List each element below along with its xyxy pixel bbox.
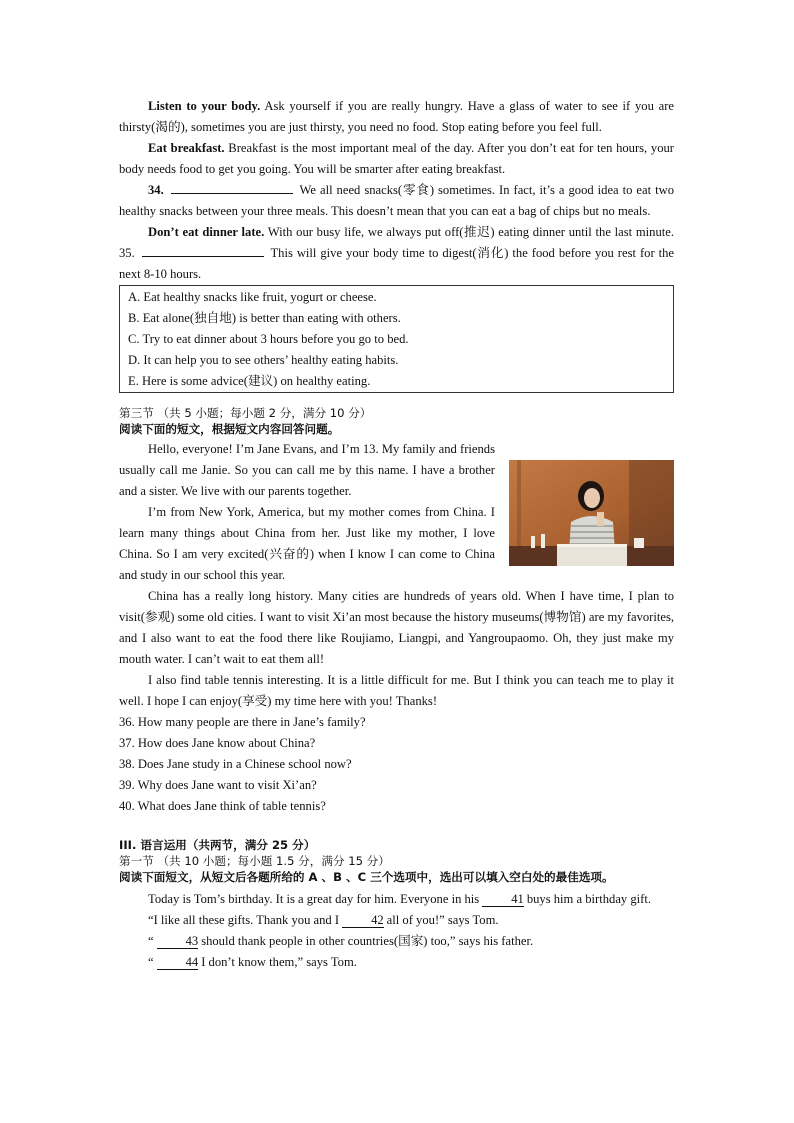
cloze-text: I don’t know them,” says Tom. (201, 955, 357, 969)
question-37: 37. How does Jane know about China? (119, 736, 316, 750)
question-40: 40. What does Jane think of table tennis? (119, 799, 326, 813)
part-3-title: III. 语言运用（共两节，满分 25 分） (119, 838, 316, 852)
question-39: 39. Why does Jane want to visit Xi’an? (119, 778, 317, 792)
answer-blank-35[interactable] (142, 244, 264, 257)
passage-para-2-a (119, 502, 495, 586)
option-c: C. Try to eat dinner about 3 hours before you go to bed. (128, 332, 409, 346)
cloze-line-1 (119, 889, 674, 910)
cloze-text: “ (148, 934, 154, 948)
section-3-instruction: 阅读下面的短文，根据短文内容回答问题。 (119, 422, 340, 436)
part-3-instruction: 阅读下面短文，从短文后各题所给的 A 、B 、C 三个选项中，选出可以填入空白处的最佳选项。 (119, 870, 614, 884)
paragraph-text: Breakfast is the most important meal of the day. After you don’t eat for ten hours, your body needs food to get you going. You will be smarter after eating breakfast. (119, 141, 674, 176)
cloze-text: buys him a birthday gift. (526, 892, 651, 906)
speaker-illustration (509, 460, 674, 566)
option-d: D. It can help you to see others’ healthy eating habits. (128, 353, 399, 367)
cloze-line-3 (119, 931, 674, 952)
answer-blank-34[interactable] (171, 181, 293, 194)
part-3-subtitle: 第一节 （共 10 小题；每小题 1.5 分，满分 15 分） (119, 854, 390, 868)
heading-breakfast: Eat breakfast. (148, 141, 225, 155)
passage-para-2-text: I’m from New York, America, but my mother comes from China. I learn many things about China from her. Just like my mother, I love China. So I am very excited(兴奋的) when I know I can come to China and study in our school this year. (119, 505, 495, 582)
option-b: B. Eat alone(独自地) is better than eating with others. (128, 311, 401, 325)
question-38: 38. Does Jane study in a Chinese school now? (119, 757, 352, 771)
cloze-text: should thank people in other countries(国家) too,” says his father. (201, 934, 534, 948)
paragraph-snacks (119, 180, 674, 222)
paragraph-breakfast (119, 138, 674, 180)
passage-para-1: Hello, everyone! I’m Jane Evans, and I’m 13. My family and friends usually call me Janie. So you can call me by this name. I have a brother and a sister. We live with our parents together. (119, 442, 495, 498)
cloze-text: Today is Tom’s birthday. It is a great day for him. Everyone in his (148, 892, 480, 906)
cloze-text: all of you!” says Tom. (386, 913, 499, 927)
options-box (119, 285, 674, 393)
passage-para-4: I also find table tennis interesting. It is a little difficult for me. But I think you can teach me to play it well. I hope I can enjoy(享受) my time here with you! Thanks! (119, 673, 674, 708)
cloze-line-4 (119, 952, 674, 973)
question-number-34: 34. (148, 183, 164, 197)
option-e: E. Here is some advice(建议) on healthy eating. (128, 374, 371, 388)
heading-dinner: Don’t eat dinner late. (148, 225, 265, 239)
paragraph-dinner (119, 222, 674, 285)
question-36: 36. How many people are there in Jane’s family? (119, 715, 366, 729)
cloze-text: “I like all these gifts. Thank you and I (148, 913, 340, 927)
passage-intro (119, 439, 495, 586)
speaker-photo (509, 460, 674, 566)
spacer (119, 817, 674, 837)
blank-43[interactable]: 43 (157, 934, 199, 949)
paragraph-text: This will give your body time to digest(消化) the food before you rest for the next 8-10 hours. (119, 246, 674, 281)
section-3-title: 第三节 （共 5 小题；每小题 2 分，满分 10 分） (119, 406, 372, 420)
cloze-line-2 (119, 910, 674, 931)
passage-para-3: China has a really long history. Many cities are hundreds of years old. When I have time, I plan to visit(参观) some old cities. I want to visit Xi’an most because the history museums(博物馆) are my favorites, and I also want to eat the food there like Roujiamo, Liangpi, and Yangroupaomo. Oh, they just make my mouth water. I can’t wait to eat them all! (119, 589, 674, 666)
paragraph-listen (119, 96, 674, 138)
paragraph-text: With our busy life, we always put off(推迟) eating dinner until the last minute. 35. (119, 225, 674, 260)
paragraph-text: Ask yourself if you are really hungry. Have a glass of water to see if you are thirsty(渴的), sometimes you are just thirsty, you need no food. Stop eating before you feel full. (119, 99, 674, 134)
blank-44[interactable]: 44 (157, 955, 199, 970)
cloze-text: “ (148, 955, 154, 969)
option-a: A. Eat healthy snacks like fruit, yogurt or cheese. (128, 290, 377, 304)
blank-42[interactable]: 42 (342, 913, 384, 928)
heading-listen: Listen to your body. (148, 99, 261, 113)
paragraph-text: We all need snacks(零食) sometimes. In fact, it’s a good idea to eat two healthy snacks between your three meals. This doesn’t mean that you can eat a bag of chips but no meals. (119, 183, 674, 218)
blank-41[interactable]: 41 (482, 892, 524, 907)
